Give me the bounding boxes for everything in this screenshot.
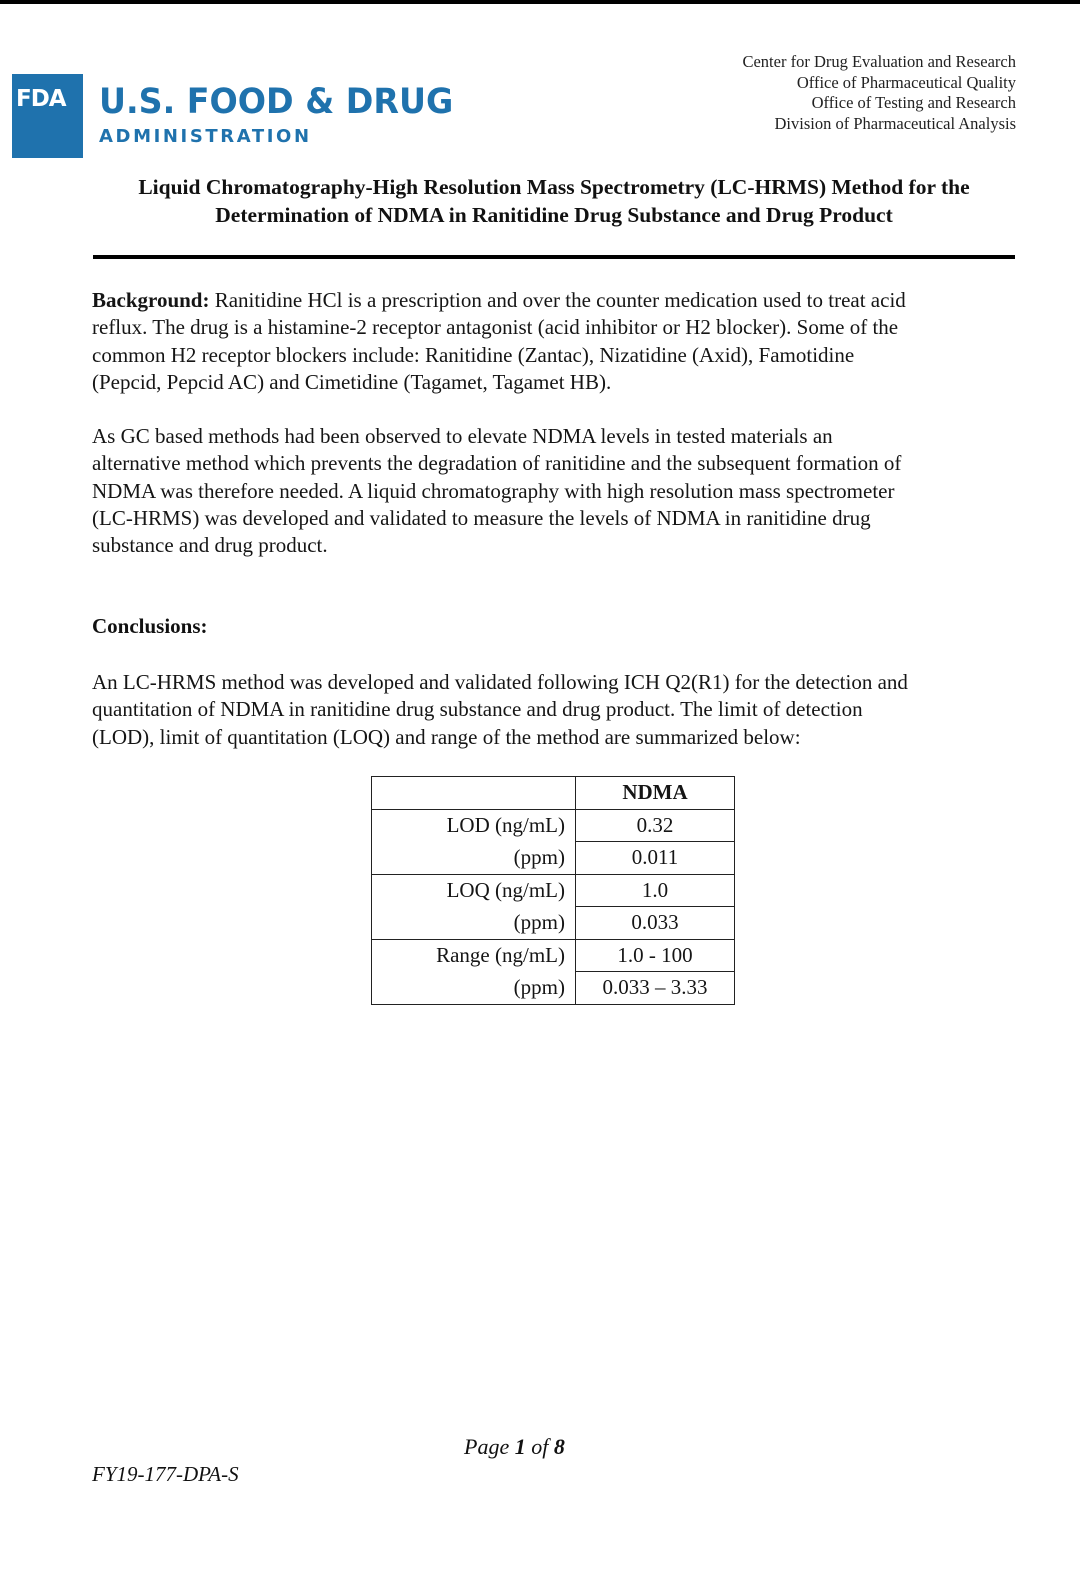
- office-block: [742, 52, 1016, 134]
- agency-name: U.S. FOOD & DRUG: [99, 82, 454, 122]
- background-label: Background:: [92, 288, 210, 312]
- table-row-value: 0.011: [576, 842, 735, 875]
- table-header-cell: [372, 777, 576, 810]
- table-row: [372, 874, 735, 907]
- table-row-value: 0.033 – 3.33: [576, 972, 735, 1005]
- table-row: [372, 809, 735, 842]
- background-paragraph: [92, 287, 1022, 396]
- page-total: 8: [553, 1434, 565, 1459]
- agency-subtitle: ADMINISTRATION: [99, 126, 312, 147]
- table-row: [372, 972, 735, 1005]
- paragraph-line: reflux. The drug is a histamine-2 receptor antagonist (acid inhibitor or H2 blocker). Some of the: [92, 315, 899, 340]
- paragraph-line: [92, 287, 1022, 314]
- table-row-label: LOD (ng/mL): [372, 809, 576, 842]
- paragraph-line: (Pepcid, Pepcid AC) and Cimetidine (Tagamet, Tagamet HB).: [92, 369, 612, 394]
- table-header-row: [372, 777, 735, 810]
- paragraph-line: (LOD), limit of quantitation (LOQ) and range of the method are summarized below:: [92, 724, 801, 749]
- gc-methods-paragraph: [92, 423, 1022, 559]
- paragraph-line: common H2 receptor blockers include: Ranitidine (Zantac), Nizatidine (Axid), Famotidine: [92, 342, 855, 367]
- table-row: [372, 907, 735, 940]
- fda-logo-mark: [12, 74, 83, 158]
- conclusions-paragraph: [92, 669, 1022, 751]
- paragraph-text: Ranitidine HCl is a prescription and over the counter medication used to treat acid: [209, 288, 906, 312]
- paragraph-line: alternative method which prevents the degradation of ranitidine and the subsequent formation of: [92, 451, 902, 476]
- document-id: FY19-177-DPA-S: [92, 1462, 239, 1486]
- office-line: Center for Drug Evaluation and Research: [742, 52, 1016, 71]
- paragraph-line: (LC-HRMS) was developed and validated to measure the levels of NDMA in ranitidine drug: [92, 505, 871, 530]
- table-row-value: 0.033: [576, 907, 735, 940]
- table-row-value: 1.0 - 100: [576, 939, 735, 972]
- document-title-line: Determination of NDMA in Ranitidine Drug Substance and Drug Product: [215, 203, 893, 227]
- page-number: [464, 1434, 565, 1460]
- page-prefix: Page: [464, 1434, 515, 1459]
- paragraph-line: substance and drug product.: [92, 533, 328, 558]
- table-row-value: 0.32: [576, 809, 735, 842]
- table-row-label: Range (ng/mL): [372, 939, 576, 972]
- table-row: [372, 939, 735, 972]
- table-row: [372, 842, 735, 875]
- paragraph-line: quantitation of NDMA in ranitidine drug substance and drug product. The limit of detection: [92, 697, 863, 722]
- document-title: [90, 173, 1018, 229]
- page-of: of: [525, 1434, 554, 1459]
- table-header-cell: NDMA: [576, 777, 735, 810]
- results-table: [371, 776, 735, 1005]
- page-current: 1: [514, 1434, 526, 1459]
- table-row-label: (ppm): [372, 972, 576, 1005]
- paragraph-line: An LC-HRMS method was developed and validated following ICH Q2(R1) for the detection and: [92, 670, 908, 694]
- office-line: Office of Pharmaceutical Quality: [796, 72, 1016, 92]
- table-row-label: (ppm): [372, 907, 576, 940]
- paragraph-line: As GC based methods had been observed to elevate NDMA levels in tested materials an: [92, 424, 833, 448]
- table-row-value: 1.0: [576, 874, 735, 907]
- document-title-line: Liquid Chromatography-High Resolution Mass Spectrometry (LC-HRMS) Method for the: [138, 175, 970, 199]
- paragraph-line: NDMA was therefore needed. A liquid chromatography with high resolution mass spectrometer: [92, 478, 895, 503]
- office-line: Division of Pharmaceutical Analysis: [774, 113, 1016, 133]
- table-row-label: LOQ (ng/mL): [372, 874, 576, 907]
- top-border: [0, 0, 1080, 4]
- office-line: Office of Testing and Research: [811, 93, 1016, 112]
- fda-logo-mark-text: FDA: [16, 86, 66, 112]
- title-divider: [93, 255, 1015, 259]
- table-row-label: (ppm): [372, 842, 576, 875]
- conclusions-heading: Conclusions:: [92, 614, 208, 638]
